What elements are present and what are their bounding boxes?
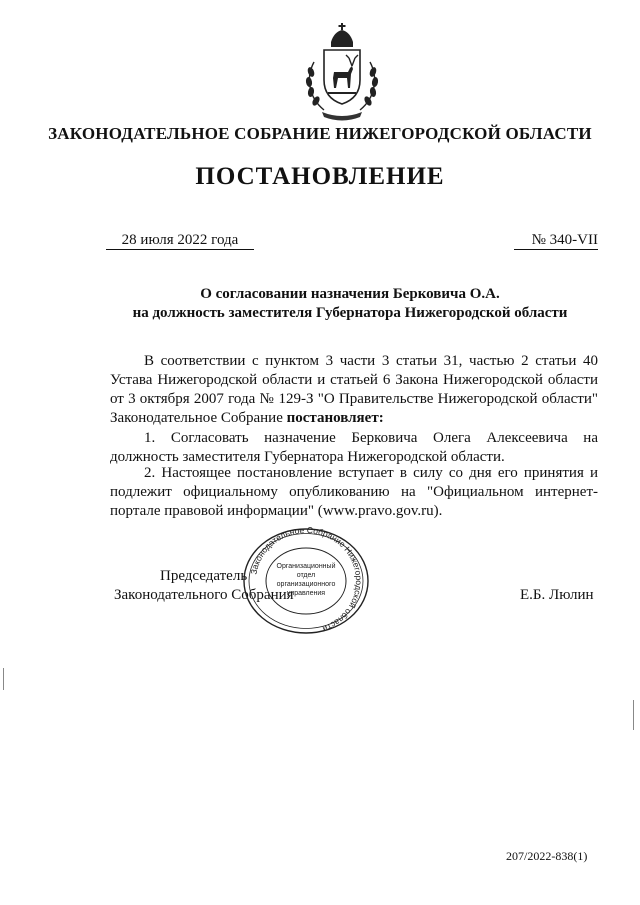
scan-edge-mark-right [633,700,634,730]
title-line-1: О согласовании назначения Берковича О.А. [200,286,500,302]
paragraph-preamble [110,352,598,428]
stamp-inner-line-4: управления [286,590,326,597]
coat-of-arms-emblem [300,22,384,122]
paragraph-item-2 [110,464,598,521]
stamp-outer-text: Законодательное Собрание Нижегородской области [248,527,365,635]
stamp-seal-icon [240,527,372,635]
coat-of-arms-icon [300,22,384,122]
signatory-position-line-1: Председатель [160,568,248,584]
item-1-text: 1. Согласовать назначение Берковича Олега Алексеевича на должность заместителя Губернатора Нижегородской области. [110,430,598,465]
signatory-position-line-2: Законодательного Собрания [114,587,294,603]
stamp-inner-line-3: организационного [276,581,336,588]
signatory-name: Е.Б. Люлин [520,587,594,603]
stamp-inner-line-2: отдел [296,572,316,579]
document-number: № 340-VII [514,231,598,250]
title-line-2: на должность заместителя Губернатора Нижегородской области [132,305,568,321]
paragraph-item-1 [110,429,598,467]
stamp-inner-line-1: Организационный [276,563,336,570]
organization-name: ЗАКОНОДАТЕЛЬНОЕ СОБРАНИЕ НИЖЕГОРОДСКОЙ ОБЛАСТИ [48,124,592,143]
footer-registration-code: 207/2022-838(1) [506,849,588,863]
document-date: 28 июля 2022 года [106,231,254,250]
document-title [60,285,640,323]
preamble-text: В соответствии с пунктом 3 части 3 статьи 31, частью 2 статьи 40 Устава Нижегородской области и статьей 6 Закона Нижегородской области от 3 октября 2007 года № 129-З "О Правительстве Нижегородской области" Законодательное Собрание [110,353,598,426]
item-2-text: 2. Настоящее постановление вступает в силу со дня его принятия и подлежит официальному опубликованию на "Официальном интернет-портале правовой информации" (www.pravo.gov.ru). [110,465,598,519]
scan-edge-mark-left [3,668,4,690]
resolves-keyword: постановляет: [286,410,384,426]
document-type-heading: ПОСТАНОВЛЕНИЕ [195,163,445,190]
official-stamp [240,527,372,635]
